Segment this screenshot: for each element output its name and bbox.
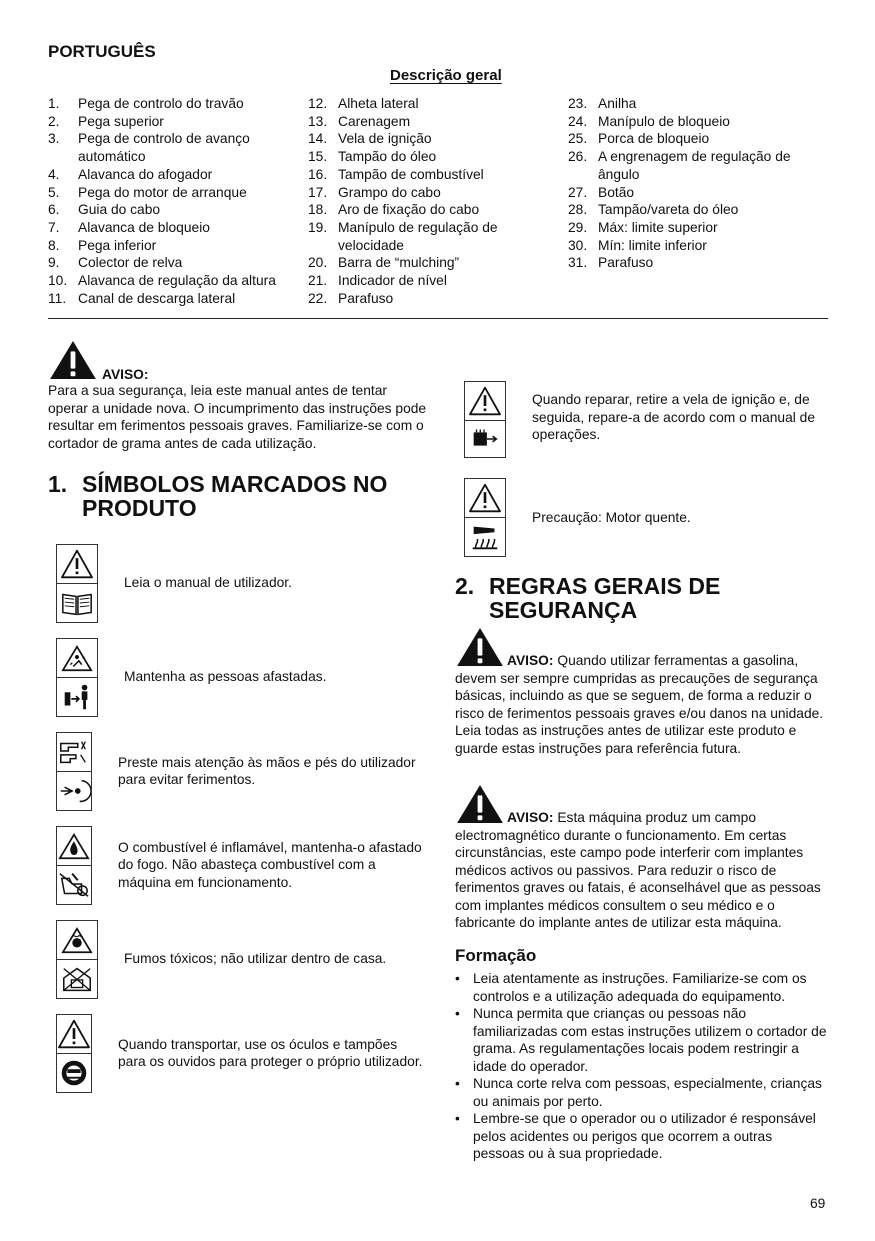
symbol-box (464, 381, 506, 458)
aviso-label: AVISO: (102, 366, 149, 382)
formacao-heading: Formação (455, 946, 537, 965)
part-label: Pega superior (78, 113, 164, 129)
part-label: Máx: limite superior (598, 219, 718, 235)
symbol-text: Precaução: Motor quente. (532, 509, 691, 525)
part-number: 21. (308, 273, 328, 289)
fire-warning-icon (57, 831, 91, 861)
symbol-box (56, 826, 92, 905)
part-label: Tampão de combustível (338, 166, 484, 182)
part-label: Parafuso (598, 255, 654, 271)
part-item (568, 237, 823, 255)
symbol-box (56, 1014, 92, 1093)
part-item (308, 219, 558, 254)
part-item (48, 254, 298, 272)
part-item (308, 254, 558, 272)
part-label: Alavanca do afogador (78, 166, 213, 182)
part-label: Parafuso (338, 290, 394, 306)
aviso-3-text: Esta máquina produz um campo electromagnético durante o funcionamento. Em certas circunstâncias, este campo pode interferir com implantes médicos activos ou passivos. Para reduzir o risco de ferimentos graves ou fatais, é aconselhável que as pessoas com implantes médicos consultem o seu médico e o fabricante do implante antes de utilizar esta máquina. (455, 810, 821, 930)
list-item: • Leia atentamente as instruções. Familiarize-se com os controlos e a utilização adequada do equipamento. (455, 971, 807, 1004)
part-label: Vela de ignição (338, 131, 432, 147)
list-item: • Lembre-se que o operador ou o utilizador é responsável pelos acidentes ou perigos que ocorrem a outras pessoas ou à sua propriedade. (455, 1111, 816, 1161)
symbol-text: Quando transportar, use os óculos e tampões para os ouvidos para proteger o próprio utilizador. (118, 1036, 423, 1069)
part-item (568, 95, 823, 113)
warning-icon (60, 549, 94, 579)
part-item (568, 254, 823, 272)
symbol-text: Quando reparar, retire a vela de ignição e, de seguida, repare-a de acordo com o manual de operações. (532, 392, 816, 442)
part-number: 28. (568, 202, 588, 218)
symbol-text: Mantenha as pessoas afastadas. (124, 669, 327, 685)
part-label: Pega de controlo do travão (78, 96, 244, 111)
part-label: Tampão/vareta do óleo (598, 202, 739, 218)
list-item: • Nunca permita que crianças ou pessoas não familiarizadas com estas instruções utilizem o cortador de grama. As regulamentações locais podem restringir a idade do operador. (455, 1006, 827, 1074)
parts-column-2 (308, 95, 558, 307)
keep-distance-person-icon (60, 682, 94, 712)
part-item (568, 130, 823, 148)
warning-icon (455, 627, 505, 667)
symbol-row (56, 543, 426, 623)
part-item (308, 166, 558, 184)
part-number: 20. (308, 255, 328, 271)
part-item (48, 272, 298, 290)
part-label: Botão (598, 184, 635, 200)
part-number: 22. (308, 290, 328, 306)
part-item (308, 272, 558, 290)
section-1-heading (48, 472, 428, 520)
part-label: Manípulo de regulação de velocidade (338, 219, 498, 253)
part-label: A engrenagem de regulação de ângulo (598, 149, 791, 182)
part-item (48, 290, 298, 308)
part-label: Tampão do óleo (338, 149, 437, 165)
part-number: 5. (48, 184, 60, 200)
part-number: 9. (48, 255, 60, 271)
language-label: PORTUGUÊS (48, 42, 156, 61)
symbol-text: Preste mais atenção às mãos e pés do utilizador para evitar ferimentos. (118, 754, 416, 787)
part-item (308, 130, 558, 148)
part-label: Alavanca de bloqueio (78, 219, 210, 235)
hot-surface-icon (468, 522, 502, 552)
aviso-3 (455, 784, 827, 932)
part-item (48, 113, 298, 131)
part-number: 30. (568, 237, 588, 253)
part-item (568, 219, 823, 237)
warning-icon (48, 340, 98, 380)
part-number: 2. (48, 113, 60, 129)
symbols-right-list (464, 381, 834, 557)
part-label: Colector de relva (78, 255, 183, 271)
part-label: Alheta lateral (338, 96, 419, 111)
part-item (568, 184, 823, 202)
part-item (48, 95, 298, 113)
part-number: 3. (48, 131, 60, 147)
symbol-text: Leia o manual de utilizador. (124, 575, 292, 591)
symbol-row (56, 919, 426, 999)
part-label: Pega inferior (78, 237, 157, 253)
part-item (48, 184, 298, 202)
part-number: 1. (48, 96, 60, 111)
list-item: • Nunca corte relva com pessoas, especialmente, crianças ou animais por perto. (455, 1076, 822, 1109)
part-item (308, 113, 558, 131)
symbol-box (56, 544, 98, 623)
part-number: 26. (568, 149, 588, 165)
eye-ear-protection-icon (57, 1058, 91, 1088)
warning-icon (57, 1019, 91, 1049)
symbol-box (464, 478, 506, 557)
part-label: Pega do motor de arranque (78, 184, 247, 200)
symbol-row (56, 825, 426, 905)
parts-column-3 (568, 95, 823, 272)
part-label: Indicador de nível (338, 273, 447, 289)
part-item (308, 201, 558, 219)
part-number: 16. (308, 166, 328, 182)
part-number: 25. (568, 131, 588, 147)
symbol-box (56, 732, 92, 811)
part-label: Guia do cabo (78, 202, 161, 218)
symbol-text: O combustível é inflamável, mantenha-o afastado do fogo. Não abasteça combustível com a máquina em funcionamento. (118, 839, 422, 890)
part-item (308, 290, 558, 308)
warning-icon (468, 386, 502, 416)
part-number: 29. (568, 219, 588, 235)
part-label: Mín: limite inferior (598, 237, 707, 253)
section-2-number: 2. (455, 573, 475, 599)
part-item (308, 184, 558, 202)
part-number: 4. (48, 166, 60, 182)
symbols-left-list (56, 543, 426, 1093)
symbol-row (464, 478, 834, 557)
part-label: Anilha (598, 96, 637, 111)
section-1-number: 1. (48, 471, 68, 497)
section-1-title: SÍMBOLOS MARCADOS NO PRODUTO (82, 471, 388, 521)
part-item (48, 219, 298, 237)
part-item (308, 148, 558, 166)
parts-column-1 (48, 95, 298, 307)
foot-blade-icon (57, 776, 91, 806)
manual-book-icon (60, 588, 94, 618)
part-number: 24. (568, 113, 588, 129)
symbol-text: Fumos tóxicos; não utilizar dentro de casa. (124, 951, 387, 967)
part-number: 8. (48, 237, 60, 253)
part-number: 11. (48, 290, 67, 306)
aviso-intro-text: Para a sua segurança, leia este manual antes de tentar operar a unidade nova. O incumprimento das instruções pode resultar em ferimentos pessoais graves. Familiarize-se com o cortador de grama antes de cada utilização. (48, 383, 427, 451)
aviso-intro (48, 340, 428, 452)
no-indoor-use-icon (60, 964, 94, 994)
section-title-descricao: Descrição geral (390, 67, 502, 84)
formacao-list (455, 970, 827, 1163)
part-number: 12. (308, 96, 328, 111)
symbol-row (464, 381, 834, 458)
part-item (568, 113, 823, 131)
symbol-row (56, 1013, 426, 1093)
part-number: 10. (48, 273, 68, 289)
horizontal-divider (48, 318, 828, 319)
aviso-label: AVISO: (507, 810, 554, 825)
hand-blade-icon (57, 737, 91, 767)
part-number: 6. (48, 202, 60, 218)
aviso-label: AVISO: (507, 653, 554, 668)
part-item (48, 237, 298, 255)
part-label: Carenagem (338, 113, 411, 129)
part-label: Canal de descarga lateral (78, 290, 236, 306)
symbol-box (56, 920, 98, 999)
warning-icon (455, 784, 505, 824)
part-item (48, 166, 298, 184)
part-number: 23. (568, 96, 588, 111)
part-number: 19. (308, 219, 328, 235)
page-number: 69 (810, 1196, 826, 1211)
part-number: 7. (48, 219, 60, 235)
part-item (568, 148, 823, 183)
flying-debris-icon (60, 643, 94, 673)
symbol-row (56, 637, 426, 717)
no-refuel-running-icon (57, 870, 91, 900)
part-number: 18. (308, 202, 328, 218)
part-label: Porca de bloqueio (598, 131, 710, 147)
aviso-2-text: Quando utilizar ferramentas a gasolina, devem ser sempre cumpridas as precauções de segurança básicas, incluindo as que se seguem, de forma a reduzir o risco de ferimentos pessoais graves e/ou danos na unidade. Leia todas as instruções antes de utilizar este produto e guarde estas instruções para referência futura. (455, 653, 824, 756)
part-number: 14. (308, 131, 328, 147)
toxic-fumes-icon (60, 925, 94, 955)
part-item (48, 201, 298, 219)
part-item (568, 201, 823, 219)
symbol-row (56, 731, 426, 811)
part-label: Alavanca de regulação da altura (78, 273, 276, 289)
section-2-heading (455, 574, 835, 622)
part-number: 27. (568, 184, 588, 200)
part-label: Pega de controlo de avanço automático (78, 131, 250, 165)
spark-plug-icon (468, 424, 502, 454)
part-number: 15. (308, 149, 328, 165)
symbol-box (56, 638, 98, 717)
section-2-title: REGRAS GERAIS DE SEGURANÇA (489, 573, 721, 623)
part-number: 17. (308, 184, 328, 200)
part-label: Grampo do cabo (338, 184, 441, 200)
part-number: 13. (308, 113, 328, 129)
aviso-2 (455, 627, 827, 757)
part-item (308, 95, 558, 113)
part-label: Barra de “mulching” (338, 255, 460, 271)
part-item (48, 130, 298, 165)
part-number: 31. (568, 255, 588, 271)
warning-icon (468, 483, 502, 513)
part-label: Aro de fixação do cabo (338, 202, 480, 218)
part-label: Manípulo de bloqueio (598, 113, 730, 129)
